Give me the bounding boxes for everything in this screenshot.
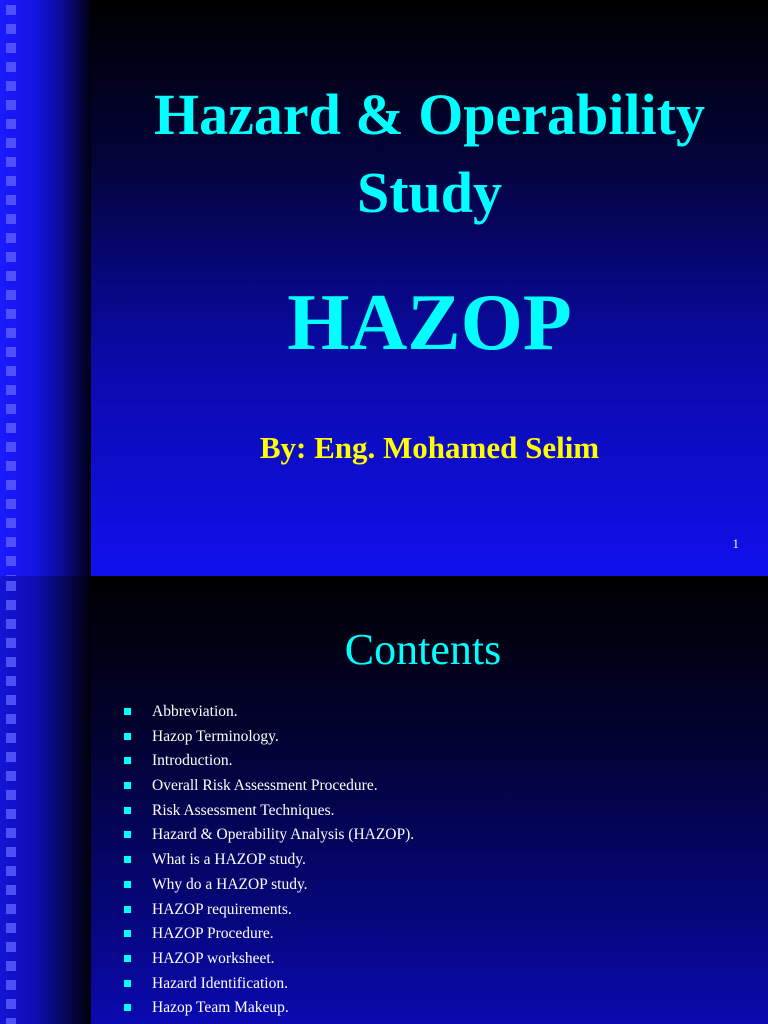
list-item-text: Hazop Terminology. [152, 727, 279, 745]
square-bullet-icon [124, 807, 131, 814]
list-item-text: Overall Risk Assessment Procedure. [152, 777, 378, 795]
square-bullet-icon [124, 906, 131, 913]
square-bullet-icon [124, 980, 131, 987]
list-item-text: Abbreviation. [152, 703, 238, 720]
square-bullet-icon [124, 1004, 131, 1011]
contents-list [118, 700, 414, 1021]
list-item-text: Why do a HAZOP study. [152, 875, 308, 893]
square-bullet-icon [124, 831, 131, 838]
list-item-text: Hazard Identification. [152, 974, 288, 992]
list-item [118, 749, 414, 774]
list-item-text: Risk Assessment Techniques. [152, 801, 335, 819]
list-item [118, 725, 414, 750]
list-item-text: HAZOP worksheet. [152, 949, 275, 967]
list-item [118, 898, 414, 923]
list-item-text: Introduction. [152, 752, 233, 770]
list-item [118, 996, 414, 1021]
list-item-text: HAZOP requirements. [152, 900, 292, 918]
list-item [118, 799, 414, 824]
square-bullet-icon [124, 881, 131, 888]
list-item [118, 823, 414, 848]
square-bullet-icon [124, 856, 131, 863]
slide-acronym: HAZOP [287, 279, 572, 367]
slide-number: 1 [732, 536, 739, 551]
list-item-text: Hazard & Operability Analysis (HAZOP). [152, 826, 415, 844]
decorative-left-strip [0, 0, 91, 576]
list-item [118, 947, 414, 972]
list-item [118, 848, 414, 873]
list-item-text: HAZOP Procedure. [152, 925, 274, 943]
square-bullet-icon [124, 733, 131, 740]
list-item-text: What is a HAZOP study. [152, 851, 306, 869]
slide-title-line-1: Hazard & Operability [154, 82, 705, 147]
list-item [118, 873, 414, 898]
slide-title-line-2: Study [356, 160, 503, 225]
contents-heading: Contents [344, 625, 502, 674]
contents-slide [0, 576, 768, 1024]
square-pattern-icon [6, 576, 20, 1024]
list-item-text: Hazop Team Makeup. [152, 999, 289, 1017]
square-bullet-icon [124, 955, 131, 962]
author-line: By: Eng. Mohamed Selim [259, 430, 600, 465]
square-bullet-icon [124, 708, 131, 715]
square-bullet-icon [124, 930, 131, 937]
square-bullet-icon [124, 757, 131, 764]
list-item [118, 774, 414, 799]
list-item [118, 700, 414, 725]
list-item [118, 972, 414, 997]
list-item [118, 922, 414, 947]
decorative-left-strip [0, 576, 91, 1024]
square-bullet-icon [124, 782, 131, 789]
square-pattern-icon [6, 0, 20, 576]
